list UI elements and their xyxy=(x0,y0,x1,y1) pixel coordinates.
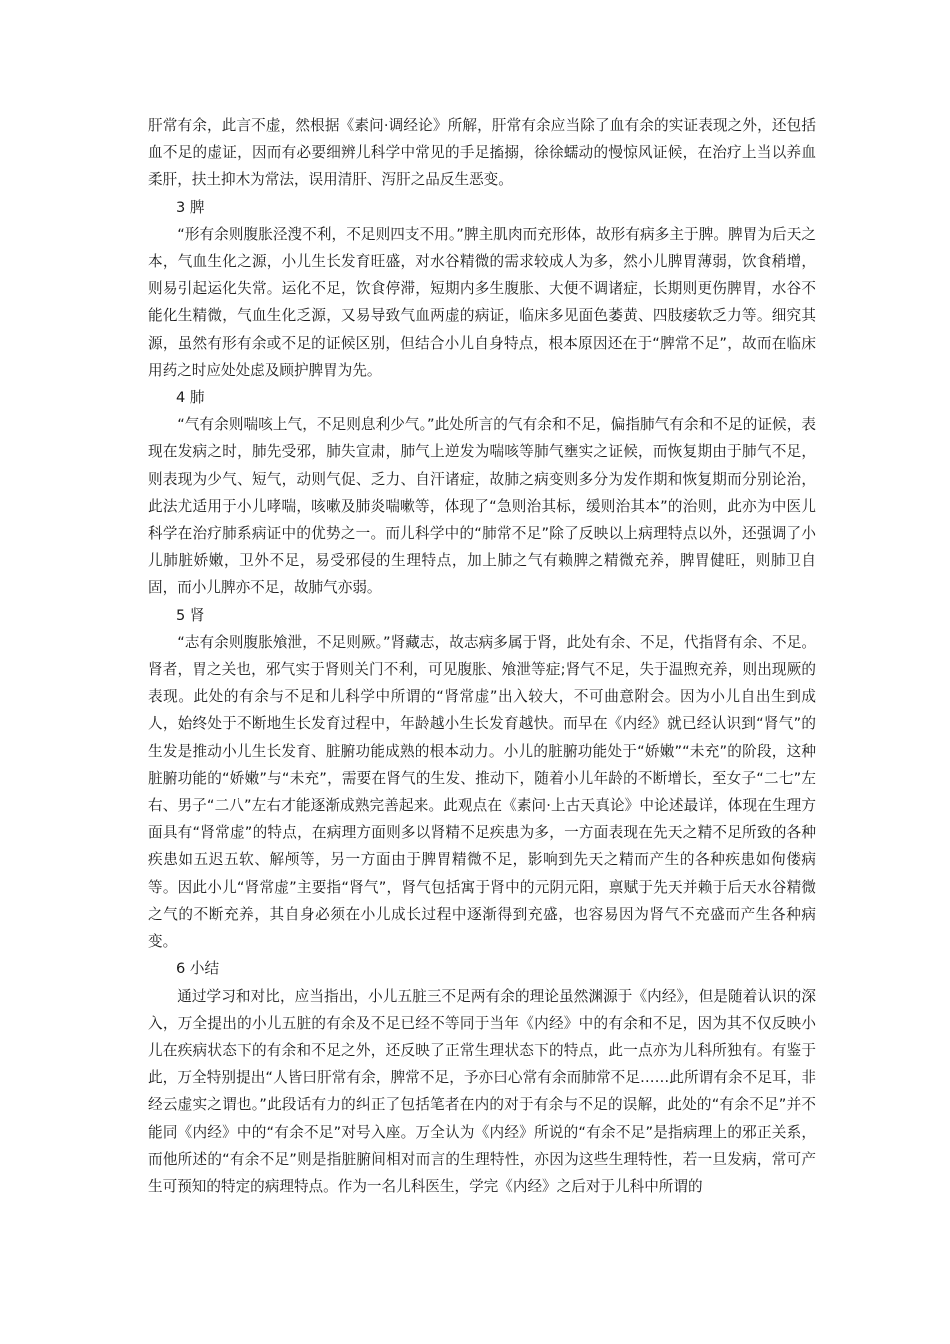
section-heading-lung: 4 肺 xyxy=(176,389,205,407)
section-heading-spleen: 3 脾 xyxy=(176,198,205,216)
paragraph-kidney: “志有余则腹胀飧泄，不足则厥。”肾藏志，故志病多属于肾，此处有余、不足，代指肾有余、不足。肾者，胃之关也，邪气实于肾则关门不利，可见腹胀、飧泄等症;肾气不足，失于温煦充养，则出现厥的表现。此处的有余与不足和儿科学中所谓的“肾常虚”出入较大，不可曲意附会。因为小儿自出生到成人，始终处于不断地生长发育过程中，年龄越小生长发育越快。而早在《内经》就已经认识到“肾气”的生发是推动小儿生长发育、脏腑功能成熟的根本动力。小儿的脏腑功能处于“娇嫩”“未充”的阶段，这种脏腑功能的“娇嫩”与“未充”，需要在肾气的生发、推动下，随着小儿年龄的不断增长，至女子“二七”左右、男子“二八”左右才能逐渐成熟完善起来。此观点在《素问·上古天真论》中论述最详，体现在生理方面具有“肾常虚”的特点，在病理方面则多以肾精不足疾患为多，一方面表现在先天之精不足所致的各种疾患如五迟五软、解颅等，另一方面由于脾胃精微不足，影响到先天之精而产生的各种疾患如佝偻病等。因此小儿“肾常虚”主要指“肾气”，肾气包括寓于肾中的元阴元阳，禀赋于先天并赖于后天水谷精微之气的不断充养，其自身必须在小儿成长过程中逐渐得到充盛，也容易因为肾气不充盛而产生各种病变。 xyxy=(148,633,816,951)
paragraph-summary: 通过学习和对比，应当指出，小儿五脏三不足两有余的理论虽然渊源于《内经》，但是随着认识的深入，万全提出的小儿五脏的有余及不足已经不等同于当年《内经》中的有余和不足，因为其不仅反映小儿在疾病状态下的有余和不足之外，还反映了正常生理状态下的特点，此一点亦为儿科所独有。有鉴于此，万全特别提出“人皆曰肝常有余，脾常不足，予亦曰心常有余而肺常不足……此所谓有余不足耳，非经云虚实之谓也。”此段话有力的纠正了包括笔者在内的对于有余与不足的误解，此处的“有余不足”并不能同《内经》中的“有余不足”对号入座。万全认为《内经》所说的“有余不足”是指病理上的邪正关系，而他所述的“有余不足”则是指脏腑间相对而言的生理特性，亦因为这些生理特性，若一旦发病，常可产生可预知的特定的病理特点。作为一名儿科医生，学完《内经》之后对于儿科中所谓的 xyxy=(148,987,816,1195)
paragraph-spleen: “形有余则腹胀泾溲不利，不足则四支不用。”脾主肌肉而充形体，故形有病多主于脾。脾胃为后天之本，气血生化之源，小儿生长发育旺盛，对水谷精微的需求较成人为多，然小儿脾胃薄弱，饮食稍增，则易引起运化失常。运化不足，饮食停滞，短期内多生腹胀、大便不调诸症，长期则更伤脾胃，水谷不能化生精微，气血生化乏源，又易导致气血两虚的病证，临床多见面色萎黄、四肢痿软乏力等。细究其源，虽然有形有余或不足的证候区别，但结合小儿自身特点，根本原因还在于“脾常不足”，故而在临床用药之时应处处虑及顾护脾胃为先。 xyxy=(148,225,816,379)
paragraph-lung: “气有余则喘咳上气，不足则息利少气。”此处所言的气有余和不足，偏指肺气有余和不足的证候，表现在发病之时，肺先受邪，肺失宣肃，肺气上逆发为喘咳等肺气壅实之证候，而恢复期由于肺气不足，则表现为少气、短气，动则气促、乏力、自汗诸症，故肺之病变则多分为发作期和恢复期而分别论治，此法尤适用于小儿哮喘，咳嗽及肺炎喘嗽等，体现了“急则治其标，缓则治其本”的治则，此亦为中医儿科学在治疗肺系病证中的优势之一。而儿科学中的“肺常不足”除了反映以上病理特点以外，还强调了小儿肺脏娇嫩，卫外不足，易受邪侵的生理特点，加上肺之气有赖脾之精微充养，脾胃健旺，则肺卫自固，而小儿脾亦不足，故肺气亦弱。 xyxy=(148,416,816,597)
document-page xyxy=(148,112,816,1200)
section-heading-kidney: 5 肾 xyxy=(176,606,205,624)
paragraph-liver-continued: 肝常有余，此言不虚，然根据《素问·调经论》所解，肝常有余应当除了血有余的实证表现之外，还包括血不足的虚证，因而有必要细辨儿科学中常见的手足搐搦，徐徐蠕动的慢惊风证候，在治疗上当以养血柔肝，扶土抑木为常法，误用清肝、泻肝之品反生恶变。 xyxy=(148,117,816,189)
section-heading-summary: 6 小结 xyxy=(176,960,220,978)
